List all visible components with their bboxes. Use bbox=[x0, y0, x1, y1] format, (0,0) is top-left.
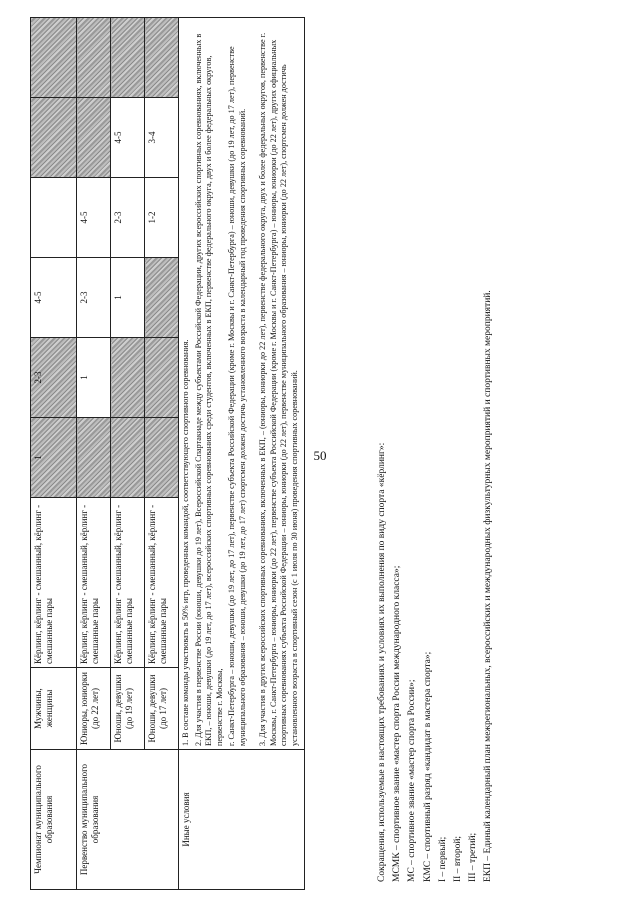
value-cell bbox=[31, 178, 77, 258]
event-cell: Чемпионат муниципального образования bbox=[31, 750, 77, 890]
discipline-cell: Кёрлинг, кёрлинг - смешанный, кёрлинг - смешанные пары bbox=[77, 498, 111, 668]
abbreviation-item: МСМК – спортивное звание «мастер спорта России международного класса»; bbox=[392, 565, 403, 882]
value-cell: 1 bbox=[111, 258, 145, 338]
rotated-page-content bbox=[30, 10, 605, 890]
abbreviation-item: III – третий; bbox=[468, 832, 479, 882]
table-row bbox=[31, 18, 77, 890]
table-row bbox=[77, 18, 111, 890]
value-cell bbox=[77, 18, 111, 98]
page-number: 50 bbox=[313, 448, 327, 463]
value-cell: 1 bbox=[77, 338, 111, 418]
discipline-cell: Кёрлинг, кёрлинг - смешанный, кёрлинг - смешанные пары bbox=[111, 498, 145, 668]
value-cell: 2-3 bbox=[111, 178, 145, 258]
value-cell: 1-2 bbox=[145, 178, 179, 258]
value-cell bbox=[77, 418, 111, 498]
value-cell bbox=[145, 258, 179, 338]
discipline-cell: Кёрлинг, кёрлинг - смешанный, кёрлинг - смешанные пары bbox=[145, 498, 179, 668]
event-cell: Первенство муниципального образования bbox=[77, 750, 179, 890]
value-cell bbox=[111, 418, 145, 498]
value-cell bbox=[111, 18, 145, 98]
abbreviation-item: I – первый; bbox=[437, 836, 448, 882]
note-1: 1. В составе команды участвовать в 50% игр, проведенных командой, соответствующего спортивного соревнования. bbox=[181, 339, 190, 746]
note-2-cont: г. Санкт-Петербурга – юноши, девушки (до 19 лет, до 17 лет), первенстве субъекта Российской Федерации (кроме г. Москвы и г. Санкт-Петербурга) – юноши, девушки (до 19 лет, до 17 лет), первенстве муниципального образования – юноши, девушки (до 19 лет, до 17 лет) спортсмен должен достичь установленного возраста в календарный год проведения спортивных соревнований. bbox=[227, 46, 247, 746]
abbreviation-item: КМС – спортивный разряд «кандидат в мастера спорта»; bbox=[422, 651, 433, 882]
value-cell: 1 bbox=[31, 418, 77, 498]
table-row bbox=[179, 18, 305, 890]
value-cell: 2-3 bbox=[31, 338, 77, 418]
value-cell bbox=[31, 98, 77, 178]
abbreviations-block bbox=[375, 12, 497, 882]
value-cell: 4-5 bbox=[31, 258, 77, 338]
value-cell bbox=[145, 418, 179, 498]
other-conditions-notes bbox=[179, 18, 305, 750]
abbreviations-intro: Сокращения, используемые в настоящих требованиях и условиях их выполнения по виду спорта «кёрлинг»: bbox=[377, 442, 387, 882]
abbreviation-item: II – второй; bbox=[452, 835, 463, 882]
abbreviation-item: МС – спортивное звание «мастер спорта России»; bbox=[407, 679, 418, 882]
group-cell: Юниоры, юниорки (до 22 лет) bbox=[77, 668, 111, 750]
group-cell: Юноши, девушки (до 19 лет) bbox=[111, 668, 145, 750]
value-cell: 3-4 bbox=[145, 98, 179, 178]
value-cell bbox=[145, 18, 179, 98]
value-cell bbox=[31, 18, 77, 98]
value-cell: 4-5 bbox=[111, 98, 145, 178]
abbreviation-item: ЕКП – Единый календарный план межрегиональных, всероссийских и международных физкультурных мероприятий и спортивных мероприятий. bbox=[483, 290, 494, 882]
value-cell bbox=[111, 338, 145, 418]
group-cell: Юноши, девушки (до 17 лет) bbox=[145, 668, 179, 750]
other-conditions-label: Иные условия bbox=[179, 750, 305, 890]
requirements-table bbox=[30, 17, 305, 890]
group-cell: Мужчины, женщины bbox=[31, 668, 77, 750]
value-cell: 2-3 bbox=[77, 258, 111, 338]
note-3: 3. Для участия в других всероссийских спортивных соревнованиях, включенных в ЕКП, – (юниоры, юниорки до 22 лет), первенстве федерального округа, двух и более федеральных округов, первенстве г. Москвы, г. Санкт-Петербурга – юниоры, юниорки (до 22 лет), первенстве субъекта Российской Федерации (кроме г. Москвы и г. Санкт-Петербурга) – юниоры, юниорки (до 22 лет), других официальных спортивных соревнованиях субъекта Российской Федерации – юниоры, юниорки (до 22 лет), первенстве муниципального образования – юниоры, юниорки (до 22 лет), спортсмен должен достичь установленного возраста в спортивный сезон (с 1 июля по 30 июня) проведения спортивных соревнований. bbox=[258, 32, 299, 746]
value-cell: 4-5 bbox=[77, 178, 111, 258]
discipline-cell: Кёрлинг, кёрлинг - смешанный, кёрлинг - смешанные пары bbox=[31, 498, 77, 668]
note-2: 2. Для участия в первенстве России (юноши, девушки до 19 лет), Всероссийской Спартакиаде между субъектами Российской Федерации, других всероссийских спортивных соревнованиях, включенных в ЕКП, – юноши, девушки (до 19 лет, до 17 лет), всероссийских спортивных соревнованиях среди студентов, включенных в ЕКП, первенстве федерального округа, двух и более федеральных округов, первенстве г. Москвы, bbox=[193, 33, 224, 746]
value-cell bbox=[77, 98, 111, 178]
value-cell bbox=[145, 338, 179, 418]
